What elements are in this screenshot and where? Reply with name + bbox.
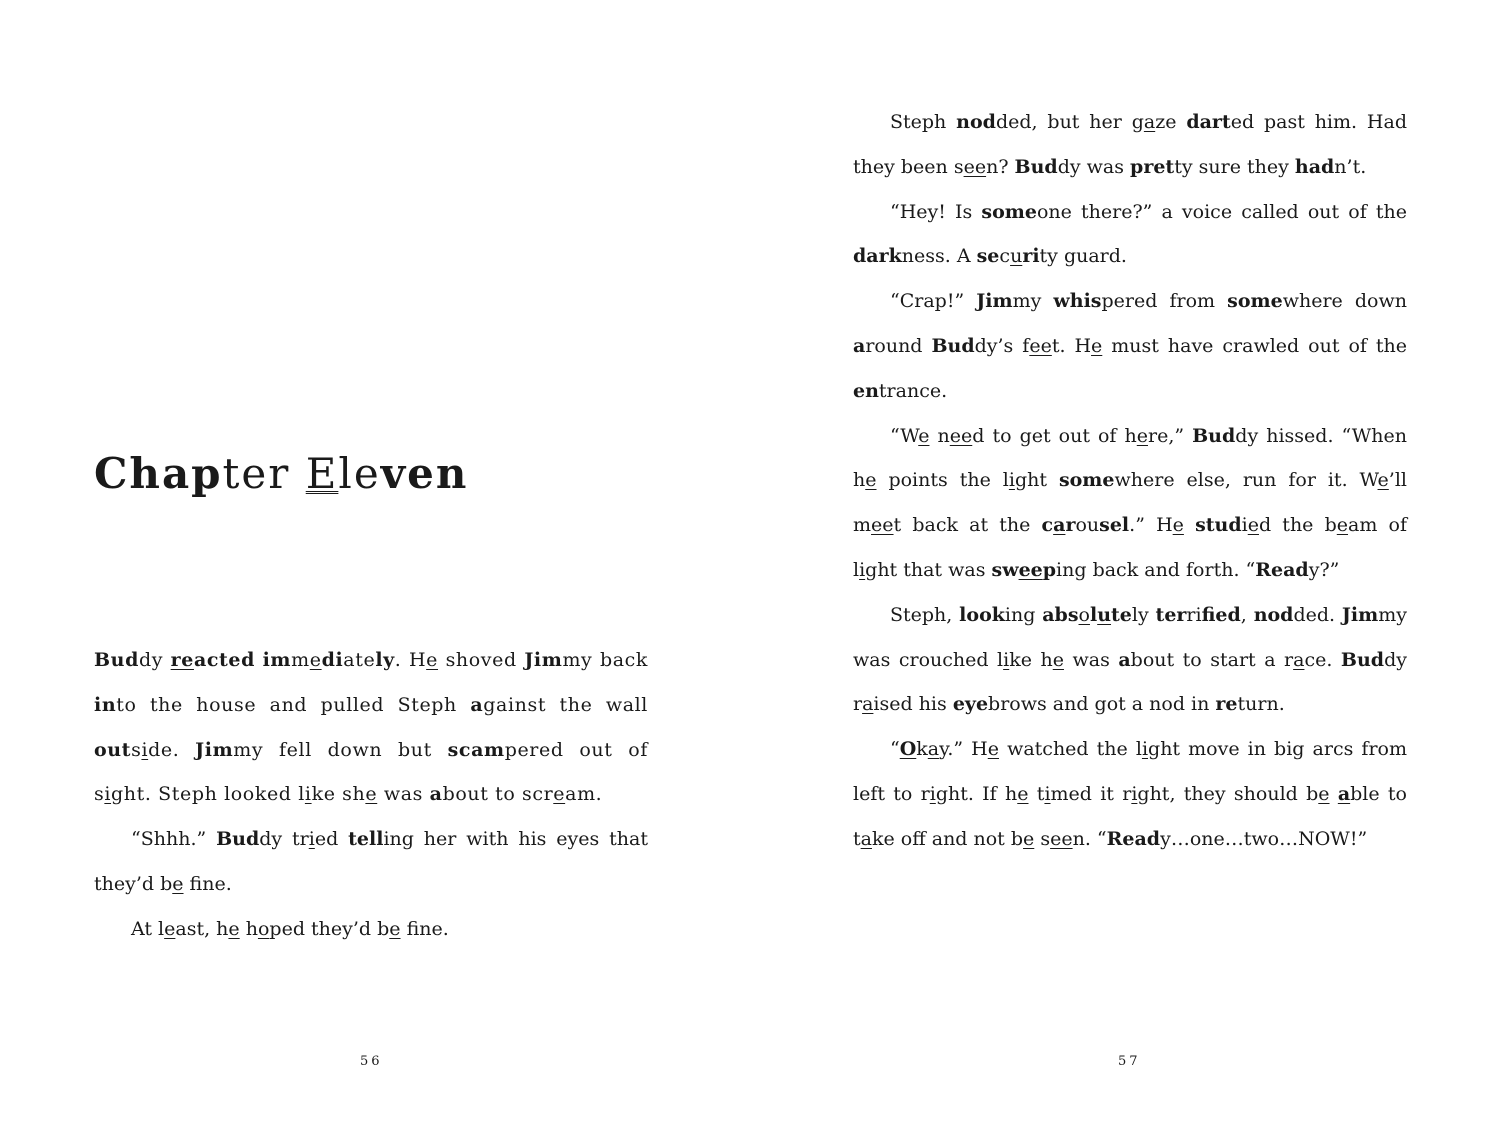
left-paragraph-2: “Shhh.” Buddy tried telling her with his eyes that they’d be fne. <box>94 828 648 895</box>
right-paragraph-1: Steph nodded, but her gaze darted past him. Had they been seen? Buddy was pretty sure they hadn’t. <box>853 111 1407 178</box>
left-page-text <box>94 638 648 952</box>
right-paragraph-4: “We need to get out of here,” Buddy hissed. “When he points the light somewhere else, run for it. We’ll meet back at the carousel.” He studied the beam of light that was sweeping back and forth. “Ready?” <box>853 424 1408 581</box>
page-number-right: 57 <box>1118 1054 1141 1069</box>
right-paragraph-6: “Okay.” He watched the light move in big arcs from left to right. If he timed it right, they should be able to take off and not be seen. “Ready…one…two…NOW!” <box>853 738 1407 850</box>
page-number-left: 56 <box>360 1054 383 1069</box>
right-page-text <box>853 100 1407 862</box>
right-paragraph-5: Steph, looking absolutely terrifed, nodded. Jimmy was crouched like he was about to start a race. Buddy raised his eyebrows and got a nod in return. <box>853 603 1407 716</box>
left-paragraph-1: Buddy reacted immediately. He shoved Jimmy back into the house and pulled Steph against the wall outside. Jimmy fell down but scampered out of sight. Steph looked like she was about to scream. <box>94 649 648 806</box>
right-paragraph-3: “Crap!” Jimmy whispered from somewhere down around Buddy’s feet. He must have crawled out of the entrance. <box>853 290 1407 402</box>
right-paragraph-2: “Hey! Is someone there?” a voice called out of the darkness. A security guard. <box>853 200 1407 268</box>
chapter-title: Chapter Eleven <box>94 449 469 498</box>
right-page <box>750 0 1500 1125</box>
left-paragraph-3: At least, he hoped they’d be fne. <box>131 917 449 940</box>
